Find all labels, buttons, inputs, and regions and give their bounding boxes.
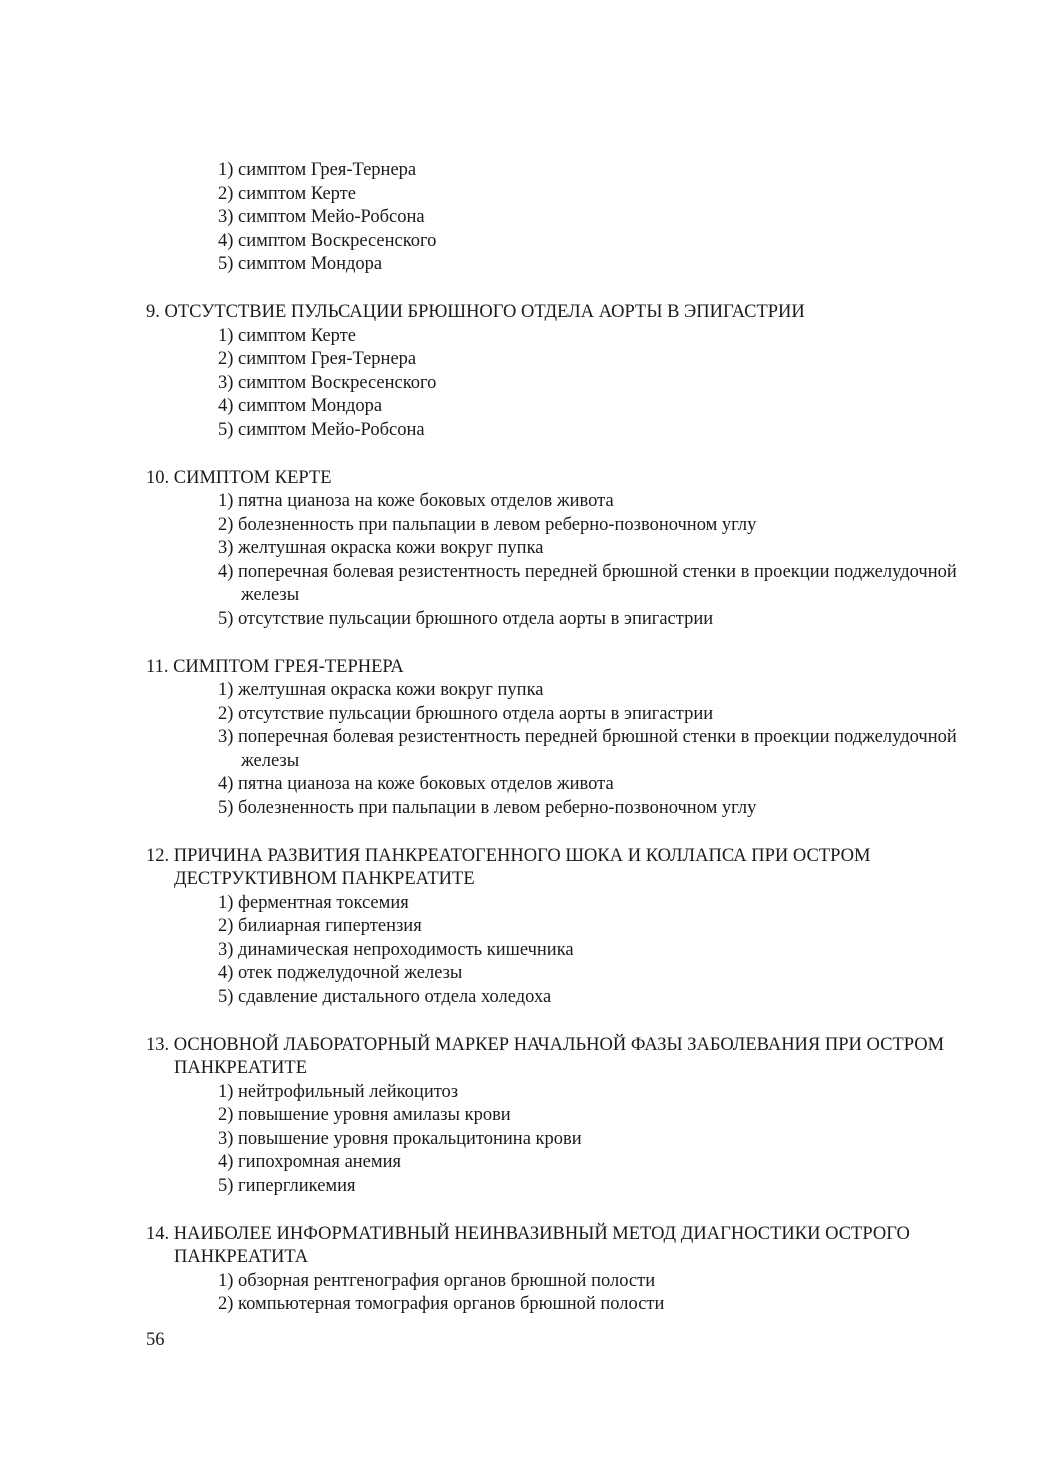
answer-option: 3) динамическая непроходимость кишечника (218, 939, 574, 960)
answer-option: 4) симптом Воскресенского (218, 230, 437, 251)
question-8-continued (146, 159, 966, 277)
answer-options (146, 490, 966, 631)
answer-option: 1) ферментная токсемия (218, 892, 409, 913)
answer-option: 4) гипохромная анемия (218, 1152, 402, 1172)
question-14 (146, 1223, 966, 1317)
answer-options (146, 1081, 966, 1199)
answer-option: 1) нейтрофильный лейкоцитоз (218, 1081, 459, 1102)
question-title: 11. СИМПТОМ ГРЕЯ-ТЕРНЕРА (146, 656, 404, 677)
answer-option: 2) отсутствие пульсации брюшного отдела аорты в эпигастрии (218, 703, 714, 724)
answer-option: 5) симптом Мондора (218, 254, 383, 274)
answer-option: 1) обзорная рентгенография органов брюшной полости (218, 1270, 656, 1291)
answer-option: 4) симптом Мондора (218, 396, 383, 416)
question-11 (146, 656, 966, 821)
answer-options (146, 1270, 966, 1317)
answer-option: 3) симптом Мейо-Робсона (218, 207, 425, 227)
answer-options (146, 679, 966, 820)
answer-option: 1) желтушная окраска кожи вокруг пупка (218, 680, 544, 700)
question-title: 9. ОТСУТСТВИЕ ПУЛЬСАЦИИ БРЮШНОГО ОТДЕЛА АОРТЫ В ЭПИГАСТРИИ (146, 302, 805, 322)
question-9 (146, 301, 966, 442)
answer-options (146, 159, 966, 277)
question-12 (146, 845, 966, 1010)
answer-option: 1) симптом Керте (218, 325, 356, 346)
answer-option: 3) желтушная окраска кожи вокруг пупка (218, 538, 544, 558)
question-13 (146, 1034, 966, 1199)
question-list (146, 159, 966, 1341)
question-title: 12. ПРИЧИНА РАЗВИТИЯ ПАНКРЕАТОГЕННОГО ШОКА И КОЛЛАПСА ПРИ ОСТРОМ ДЕСТРУКТИВНОМ ПАНКРЕАТИТЕ (146, 845, 871, 889)
answer-option: 2) компьютерная томография органов брюшной полости (218, 1294, 665, 1314)
page-number: 56 (146, 1330, 165, 1350)
answer-options (146, 892, 966, 1010)
answer-option: 2) билиарная гипертензия (218, 916, 422, 936)
answer-option: 5) гипергликемия (218, 1175, 356, 1196)
answer-options (146, 325, 966, 443)
answer-option: 2) симптом Керте (218, 183, 356, 204)
question-10 (146, 467, 966, 632)
answer-option: 2) болезненность при пальпации в левом реберно-позвоночном углу (218, 514, 757, 535)
answer-option: 3) симптом Воскресенского (218, 372, 437, 393)
answer-option: 4) отек поджелудочной железы (218, 963, 463, 983)
answer-option: 5) отсутствие пульсации брюшного отдела аорты в эпигастрии (218, 608, 714, 629)
answer-option: 5) болезненность при пальпации в левом реберно-позвоночном углу (218, 797, 757, 818)
answer-option: 4) пятна цианоза на коже боковых отделов живота (218, 774, 614, 794)
question-title: 10. СИМПТОМ КЕРТЕ (146, 467, 332, 488)
question-title: 13. ОСНОВНОЙ ЛАБОРАТОРНЫЙ МАРКЕР НАЧАЛЬНОЙ ФАЗЫ ЗАБОЛЕВАНИЯ ПРИ ОСТРОМ ПАНКРЕАТИТЕ (146, 1034, 945, 1078)
answer-option: 5) симптом Мейо-Робсона (218, 419, 425, 440)
answer-option: 4) поперечная болевая резистентность передней брюшной стенки в проекции поджелудочной железы (218, 561, 957, 605)
answer-option: 2) повышение уровня амилазы крови (218, 1105, 511, 1125)
answer-option: 1) пятна цианоза на коже боковых отделов живота (218, 491, 614, 511)
answer-option: 5) сдавление дистального отдела холедоха (218, 986, 552, 1007)
answer-option: 3) поперечная болевая резистентность передней брюшной стенки в проекции поджелудочной железы (218, 727, 957, 771)
answer-option: 1) симптом Грея-Тернера (218, 160, 417, 180)
question-title: 14. НАИБОЛЕЕ ИНФОРМАТИВНЫЙ НЕИНВАЗИВНЫЙ МЕТОД ДИАГНОСТИКИ ОСТРОГО ПАНКРЕАТИТА (146, 1223, 910, 1267)
answer-option: 2) симптом Грея-Тернера (218, 349, 417, 369)
answer-option: 3) повышение уровня прокальцитонина крови (218, 1128, 582, 1149)
